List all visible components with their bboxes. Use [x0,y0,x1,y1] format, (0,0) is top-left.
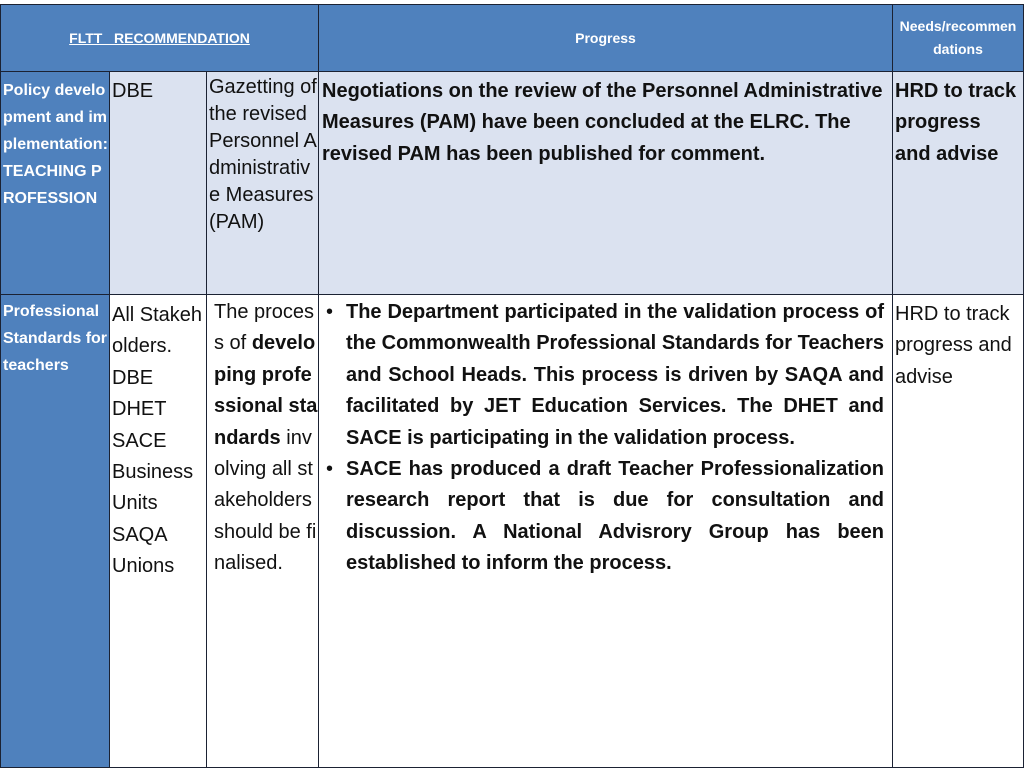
row2-stakeholders [109,294,207,768]
stakeholder-item: Unions [112,555,175,578]
progress-bullet-text: The Department participated in the validation process of the Commonwealth Professional Standards for Teachers and School Heads. This process is driven by SAQA and facilitated by JET Education Services. The DHET and SACE is participating in the validation process. [346,301,884,449]
stakeholder-item: All Stakeholders. [112,304,203,358]
stakeholder-item: Business Units [112,461,194,515]
header-recommendation-label: FLTT RECOMMENDATION [69,29,250,46]
progress-bullet [326,454,884,580]
row1-progress [318,71,893,295]
stakeholder-item: DBE [112,366,154,389]
row2-progress [318,294,893,768]
stakeholder-item: DHET [112,398,167,421]
stakeholder-item: SACE [112,429,167,452]
row2-recommendation [206,294,319,768]
row2-needs-label: HRD to track progress and advise [895,303,1012,388]
row1-stakeholders-label: DBE [112,80,154,102]
row1-recommendation-label: Gazetting of the revised Personnel Administrative Measures (PAM) [209,76,317,233]
row2-area-label: Professional Standards for teachers [3,303,108,374]
row1-needs [892,71,1024,295]
row2-recommendation-tail: involving all stakeholders should be finalised. [214,426,317,575]
row2-recommendation-bold: developing professional standards [214,332,318,449]
row1-progress-label: Negotiations on the review of the Personnel Administrative Measures (PAM) have been concluded at the ELRC. The revised PAM has been published for comment. [322,80,883,165]
row2-needs [892,294,1024,768]
row1-area-label: Policy development and implementation: TEACHING PROFESSION [3,82,108,207]
header-needs-label: Needs/recommendations [899,18,1017,57]
header-progress-label: Progress [575,29,636,46]
row1-area [0,71,110,295]
progress-bullet-text: SACE has produced a draft Teacher Professionalization research report that is due for consultation and discussion. A National Advisrory Group has been established to inform the process. [346,458,884,575]
bullet-icon: • [326,458,334,481]
row2-area [0,294,110,768]
row1-stakeholders [109,71,207,295]
bullet-icon: • [326,301,334,323]
header-needs [892,4,1024,72]
row1-recommendation [206,71,319,295]
header-recommendation [0,4,319,72]
row1-needs-label: HRD to track progress and advise [895,80,1017,165]
row2-recommendation-lead: The process of [214,301,315,355]
header-progress [318,4,893,72]
stakeholder-item: SAQA [112,523,168,546]
progress-bullet [326,297,884,454]
